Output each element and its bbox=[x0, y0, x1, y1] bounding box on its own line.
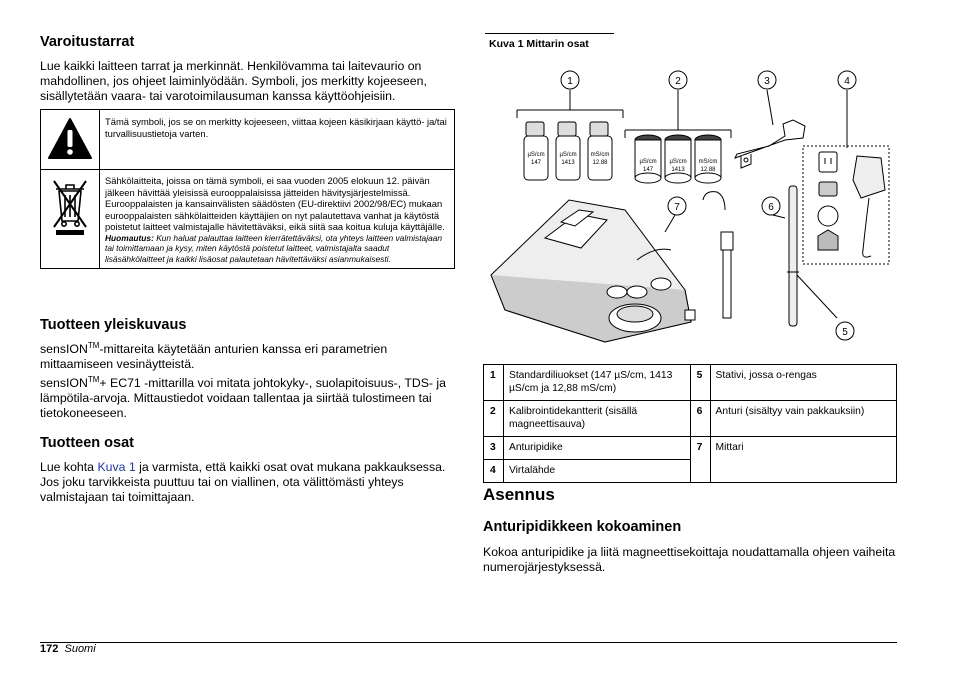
assembly-paragraph: Kokoa anturipidike ja liitä magneettisekoittaja noudattamalla ohjeen vaiheita numerojärjestyksessä. bbox=[483, 545, 896, 574]
beaker-unit: µS/cm bbox=[639, 159, 657, 165]
probe-holder-drawing bbox=[735, 120, 805, 168]
footer-rule bbox=[40, 642, 897, 643]
figure-caption: Kuva 1 Mittarin osat bbox=[489, 38, 589, 50]
product-parts-heading: Tuotteen osat bbox=[40, 435, 134, 451]
weee-note bbox=[105, 233, 448, 264]
symbol-row bbox=[41, 110, 455, 170]
part-name: Anturipidike bbox=[503, 437, 690, 460]
beaker-unit: mS/cm bbox=[698, 159, 718, 165]
part-number: 7 bbox=[690, 437, 710, 483]
callout-5 bbox=[836, 322, 854, 340]
page-footer bbox=[40, 643, 96, 655]
callout-7 bbox=[668, 197, 686, 215]
symbol-text bbox=[100, 170, 455, 269]
callout-number: 1 bbox=[567, 76, 573, 87]
table-row bbox=[484, 437, 897, 460]
footer-language: Suomi bbox=[64, 643, 96, 655]
parts-text-start: Lue kohta bbox=[40, 460, 98, 474]
callout-number: 5 bbox=[842, 327, 848, 338]
standard-solution-bottles bbox=[524, 122, 612, 180]
callout-6 bbox=[762, 197, 780, 215]
bottle-unit: mS/cm bbox=[590, 152, 610, 158]
note-label: Huomautus: bbox=[105, 232, 154, 243]
bottle-value: 147 bbox=[530, 160, 542, 166]
beaker-value: 12.88 bbox=[700, 167, 716, 173]
part-number: 4 bbox=[484, 460, 504, 483]
overview-paragraph-1 bbox=[40, 342, 455, 372]
overview-text-1: -mittareita käytetään anturien kanssa eri parametrien mittaamiseen vesinäytteistä. bbox=[40, 342, 388, 371]
beaker-value: 1413 bbox=[671, 167, 685, 173]
bottle-unit: µS/cm bbox=[527, 152, 545, 158]
symbol-cell bbox=[41, 110, 100, 170]
warning-labels-intro: Lue kaikki laitteen tarrat ja merkinnät. Henkilövamma tai laitevaurio on mahdollinen, jos ohjeet laiminlyödään. Symboli, jos merkitty kojeeseen, sisällytetään vaara- tai varotoimilausuman kanssa käyttöohjeisiin. bbox=[40, 59, 427, 103]
note-text: Kun haluat palauttaa laitteen kierrätettäväksi, ota yhteys laitteen valmistajaan tai toimittamaan ja kysy, miten käytöstä poistetut laitteet, valmistajalta saadut lisäsähkölaitteet ja kaikki lisäosat palautetaan hävitettäväksi asianmukaisesti. bbox=[105, 232, 443, 264]
symbol-row bbox=[41, 170, 455, 269]
part-name: Mittari bbox=[710, 437, 896, 483]
brand-name: sensION bbox=[40, 342, 88, 356]
figure-caption-rule bbox=[485, 33, 614, 34]
part-number: 6 bbox=[690, 401, 710, 437]
callout-number: 4 bbox=[844, 76, 850, 87]
symbol-text: Tämä symboli, jos se on merkitty kojeeseen, viittaa kojeen käsikirjaan käyttö- ja/tai turvallisuustietoja varten. bbox=[100, 110, 455, 170]
page-number: 172 bbox=[40, 643, 59, 655]
callout-4 bbox=[838, 71, 856, 89]
table-row bbox=[484, 365, 897, 401]
callout-3 bbox=[758, 71, 776, 89]
beaker-value: 147 bbox=[642, 167, 654, 173]
overview-paragraph-2 bbox=[40, 376, 455, 421]
bottle-unit: µS/cm bbox=[559, 152, 577, 158]
parts-legend-table bbox=[483, 364, 897, 483]
warning-triangle-icon bbox=[47, 117, 93, 161]
part-name: Virtalähde bbox=[503, 460, 690, 483]
installation-heading: Asennus bbox=[483, 485, 555, 504]
part-name: Standardiliuokset (147 µS/cm, 1413 µS/cm ja 12,88 mS/cm) bbox=[503, 365, 690, 401]
callout-number: 2 bbox=[675, 76, 681, 87]
brand-name: sensION bbox=[40, 376, 88, 390]
warning-labels-heading: Varoitustarrat bbox=[40, 34, 135, 50]
callout-number: 7 bbox=[674, 202, 680, 213]
stand-drawing bbox=[787, 186, 799, 326]
callout-number: 6 bbox=[768, 202, 774, 213]
symbol-table bbox=[40, 109, 455, 269]
part-name: Stativi, jossa o-rengas bbox=[710, 365, 896, 401]
bottle-value: 12.88 bbox=[592, 160, 608, 166]
symbol-cell bbox=[41, 170, 100, 269]
weee-text: Sähkölaitteita, joissa on tämä symboli, ei saa vuoden 2005 elokuun 12. päivän jälkeen hävittää yleisissä eurooppalaisissa jätteiden hävitysjärjestelmissä. Eurooppalaisten ja kansainvälisten säädösten (EU-direktiivi 2002/98/EC) mukaan eurooppalaisten sähkölaitteiden käyttäjien on nyt palautettava vanhat ja käytöstä poistetut laitteet valmistajalle hävitettäväksi, eikä siitä saa koitua kuluja käyttäjälle. bbox=[105, 175, 445, 233]
callout-2 bbox=[669, 71, 687, 89]
part-number: 2 bbox=[484, 401, 504, 437]
part-number: 1 bbox=[484, 365, 504, 401]
probe-holder-assembly-heading: Anturipidikkeen kokoaminen bbox=[483, 519, 682, 535]
callout-1 bbox=[561, 71, 579, 89]
beaker-unit: µS/cm bbox=[669, 159, 687, 165]
overview-text-2: + EC71 -mittarilla voi mitata johtokyky-, suolapitoisuus-, TDS- ja lämpötila-arvoja. Mittaustiedot voidaan tallentaa ja siirtää tulostimeen tai tietokoneeseen. bbox=[40, 376, 447, 420]
part-number: 3 bbox=[484, 437, 504, 460]
bottle-value: 1413 bbox=[561, 160, 575, 166]
callout-number: 3 bbox=[764, 76, 770, 87]
part-name: Anturi (sisältyy vain pakkauksiin) bbox=[710, 401, 896, 437]
table-row bbox=[484, 401, 897, 437]
product-parts-paragraph bbox=[40, 460, 455, 505]
crossed-bin-icon bbox=[50, 175, 90, 237]
trademark: TM bbox=[87, 375, 100, 384]
figure-1-link[interactable]: Kuva 1 bbox=[97, 460, 136, 474]
trademark: TM bbox=[87, 341, 100, 350]
probe-drawing bbox=[703, 192, 733, 318]
power-supply-drawing bbox=[818, 152, 885, 257]
overview-heading: Tuotteen yleiskuvaus bbox=[40, 317, 187, 333]
meter-drawing bbox=[491, 200, 695, 342]
parts-text-end: ja varmista, että kaikki osat ovat mukana pakkauksessa. Jos joku tarvikkeista puuttuu tai on viallinen, ota välittömästi yhteys valmistajaan tai toimittajaan. bbox=[40, 460, 446, 504]
meter-parts-figure bbox=[485, 60, 897, 358]
part-name: Kalibrointidekantterit (sisällä magneettisauva) bbox=[503, 401, 690, 437]
part-number: 5 bbox=[690, 365, 710, 401]
